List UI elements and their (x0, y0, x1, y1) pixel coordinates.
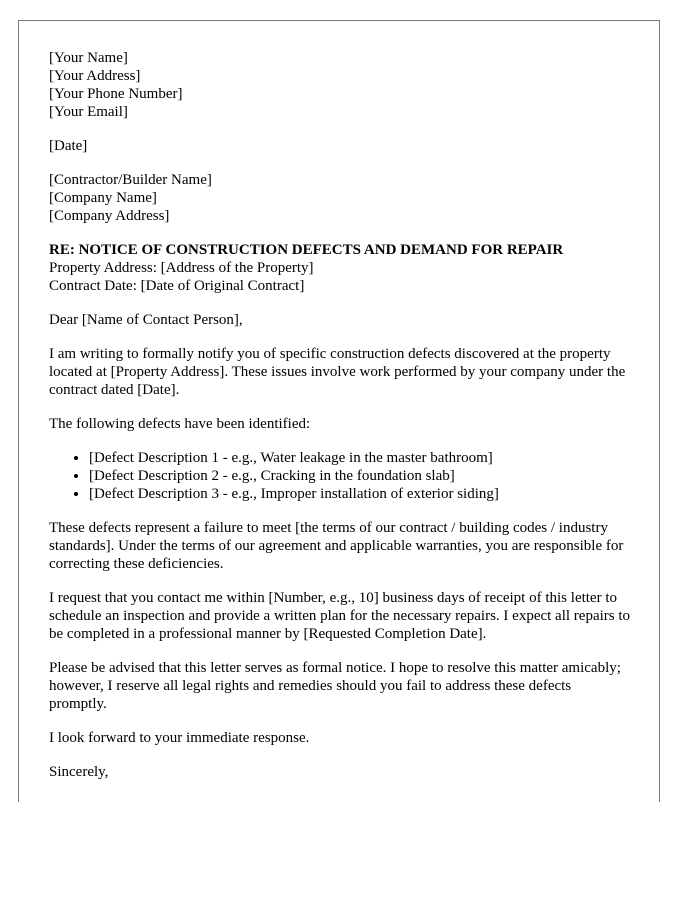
recipient-name: [Contractor/Builder Name] (49, 172, 212, 188)
defects-list (49, 449, 631, 503)
defect-item: • [Defect Description 3 - e.g., Improper installation of exterior siding] (89, 485, 631, 503)
sender-block (49, 49, 631, 121)
recipient-block (49, 171, 631, 225)
sender-name: [Your Name] (49, 50, 128, 66)
recipient-company: [Company Name] (49, 190, 157, 206)
recipient-address: [Company Address] (49, 208, 170, 224)
contract-date: Contract Date: [Date of Original Contract] (49, 278, 305, 294)
subject-title: RE: NOTICE OF CONSTRUCTION DEFECTS AND DEMAND FOR REPAIR (49, 242, 564, 258)
letter-body (49, 49, 631, 797)
sender-phone: [Your Phone Number] (49, 86, 183, 102)
sender-email: [Your Email] (49, 104, 128, 120)
notice-paragraph: Please be advised that this letter serves as formal notice. I hope to resolve this matter amicably; however, I reserve all legal rights and remedies should you fail to address these defects promptly. (49, 660, 621, 712)
defect-item: • [Defect Description 1 - e.g., Water leakage in the master bathroom] (89, 449, 631, 467)
date-block (49, 137, 631, 155)
letter-date: [Date] (49, 138, 88, 154)
request-paragraph: I request that you contact me within [Number, e.g., 10] business days of receipt of this letter to schedule an inspection and provide a written plan for the necessary repairs. I expect all repairs to be completed in a professional manner by [Requested Completion Date]. (49, 590, 631, 642)
salutation: Dear [Name of Contact Person], (49, 312, 243, 328)
failure-paragraph: These defects represent a failure to meet [the terms of our contract / building codes / industry standards]. Under the terms of our agreement and applicable warranties, you are responsible for correcting these deficiencies. (49, 520, 624, 572)
closing-line: I look forward to your immediate response. (49, 730, 310, 746)
intro-paragraph: I am writing to formally notify you of specific construction defects discovered at the property located at [Property Address]. These issues involve work performed by your company under the contract dated [Date]. (49, 346, 626, 398)
signoff: Sincerely, (49, 764, 109, 780)
defects-intro: The following defects have been identified: (49, 416, 311, 432)
sender-address: [Your Address] (49, 68, 141, 84)
letter-page (18, 20, 660, 802)
subject-block (49, 241, 631, 295)
defect-item: • [Defect Description 2 - e.g., Cracking in the foundation slab] (89, 467, 631, 485)
property-address: Property Address: [Address of the Property] (49, 260, 314, 276)
